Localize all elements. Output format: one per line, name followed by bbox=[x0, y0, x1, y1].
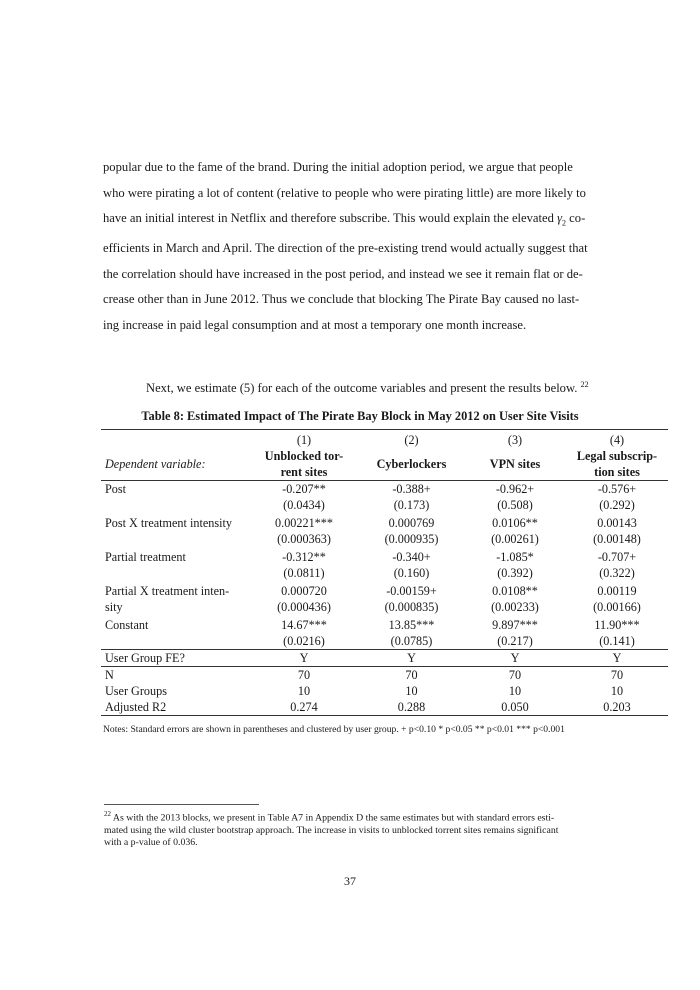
se-row bbox=[101, 497, 668, 513]
row-label bbox=[101, 633, 249, 650]
footnote-line: with a p-value of 0.036. bbox=[104, 837, 198, 849]
se-cell: (0.000835) bbox=[384, 600, 439, 614]
row-label: Constant bbox=[105, 618, 149, 632]
text-line: efficients in March and April. The direction of the pre-existing trend would actually suggest that bbox=[103, 241, 588, 256]
column-header bbox=[249, 448, 359, 481]
coef-row bbox=[101, 615, 668, 633]
column-header bbox=[566, 448, 668, 481]
regression-table bbox=[101, 429, 668, 716]
text-line: the correlation should have increased in the post period, and instead we see it remain flat or de- bbox=[103, 266, 583, 281]
coef-cell: 9.897*** bbox=[492, 618, 538, 632]
se-cell: (0.0785) bbox=[359, 633, 464, 650]
stat-cell: 70 bbox=[297, 668, 311, 682]
coef-cell: 13.85*** bbox=[388, 618, 435, 632]
se-cell: (0.000935) bbox=[384, 532, 439, 546]
body-paragraph bbox=[103, 155, 603, 339]
se-cell: (0.00233) bbox=[491, 600, 539, 614]
se-cell: (0.0811) bbox=[283, 566, 325, 580]
se-cell: (0.00166) bbox=[593, 600, 641, 614]
coef-cell: -0.388+ bbox=[392, 482, 431, 496]
coef-cell: 0.00143 bbox=[597, 516, 637, 530]
footnote bbox=[104, 808, 614, 849]
stat-cell: 10 bbox=[297, 684, 311, 698]
header-line: Legal subscrip- bbox=[576, 449, 658, 463]
stat-row bbox=[101, 667, 668, 684]
text-line: crease other than in June 2012. Thus we conclude that blocking The Pirate Bay caused no last- bbox=[103, 292, 580, 307]
coef-cell: -0.576+ bbox=[597, 482, 637, 496]
row-label: User Group FE? bbox=[101, 650, 249, 667]
fe-cell: Y bbox=[566, 650, 668, 667]
footnote-number: 22 bbox=[104, 810, 111, 818]
text-line: who were pirating a lot of content (relative to people who were pirating little) are more likely to bbox=[103, 185, 586, 200]
se-cell: (0.141) bbox=[566, 633, 668, 650]
se-cell: (0.000363) bbox=[277, 532, 331, 546]
fe-cell: Y bbox=[464, 650, 566, 667]
stat-cell: 10 bbox=[405, 684, 418, 698]
gamma-subscript: 2 bbox=[562, 218, 567, 228]
se-row bbox=[101, 599, 668, 615]
fe-cell: Y bbox=[359, 650, 464, 667]
se-row bbox=[101, 633, 668, 650]
coef-cell: -0.207** bbox=[282, 482, 326, 496]
text-segment: have an initial interest in Netflix and therefore subscribe. This would explain the elevated bbox=[103, 211, 554, 226]
coef-cell: 11.90*** bbox=[594, 618, 640, 632]
row-label: Partial treatment bbox=[105, 550, 186, 564]
row-label bbox=[101, 565, 249, 581]
se-cell: (0.0434) bbox=[283, 498, 325, 512]
column-header bbox=[359, 448, 464, 481]
row-label bbox=[101, 497, 249, 513]
coef-cell: 0.00221*** bbox=[275, 516, 333, 530]
se-cell: (0.217) bbox=[464, 633, 566, 650]
page-number: 37 bbox=[344, 874, 356, 888]
coef-row bbox=[101, 513, 668, 531]
body-paragraph-2 bbox=[146, 372, 606, 402]
blank-cell bbox=[101, 430, 249, 449]
stat-cell: 10 bbox=[508, 684, 522, 698]
coef-cell: 0.0108** bbox=[492, 584, 538, 598]
column-number-row bbox=[101, 430, 668, 449]
se-cell: (0.00148) bbox=[593, 532, 641, 546]
row-label: Adjusted R2 bbox=[101, 699, 249, 716]
table-notes: Notes: Standard errors are shown in parentheses and clustered by user group. + p<0.10 * p<0.05 ** p<0.01 *** p<0.001 bbox=[103, 724, 565, 735]
se-cell: (0.0216) bbox=[249, 633, 359, 650]
header-line: Cyberlockers bbox=[376, 457, 447, 471]
coef-row bbox=[101, 481, 668, 498]
header-line: Unblocked tor- bbox=[264, 449, 344, 463]
footnote-line: mated using the wild cluster bootstrap approach. The increase in visits to unblocked torrent sites remains significant bbox=[104, 824, 559, 836]
coef-cell: 14.67*** bbox=[281, 618, 327, 632]
stat-cell: 70 bbox=[508, 668, 522, 682]
text-line: popular due to the fame of the brand. During the initial adoption period, we argue that people bbox=[103, 160, 573, 174]
stat-cell: 0.274 bbox=[249, 699, 359, 716]
stat-row bbox=[101, 683, 668, 699]
header-line: VPN sites bbox=[489, 457, 541, 471]
stat-cell: 70 bbox=[405, 668, 418, 682]
se-row bbox=[101, 565, 668, 581]
column-header bbox=[464, 448, 566, 481]
footnote-text: As with the 2013 blocks, we present in Table A7 in Appendix D the same estimates but with standard errors esti- bbox=[112, 812, 555, 824]
coef-cell: 0.0106** bbox=[492, 516, 538, 530]
se-cell: (0.292) bbox=[599, 498, 635, 512]
text-segment: co- bbox=[566, 211, 586, 226]
text-line bbox=[146, 372, 606, 402]
row-label: Post bbox=[105, 482, 127, 496]
coef-cell: -0.312** bbox=[282, 550, 326, 564]
coef-cell: 0.000769 bbox=[388, 516, 435, 530]
fe-cell: Y bbox=[249, 650, 359, 667]
coef-cell: 0.000720 bbox=[281, 584, 327, 598]
table-title: Table 8: Estimated Impact of The Pirate Bay Block in May 2012 on User Site Visits bbox=[141, 409, 579, 423]
text-line: ing increase in paid legal consumption and at most a temporary one month increase. bbox=[103, 318, 527, 333]
stat-cell: 70 bbox=[610, 668, 624, 682]
coef-cell: -0.962+ bbox=[495, 482, 535, 496]
se-cell: (0.160) bbox=[393, 566, 430, 580]
stat-row bbox=[101, 699, 668, 716]
gamma-symbol: γ bbox=[557, 211, 563, 226]
se-cell: (0.173) bbox=[393, 498, 430, 512]
se-cell: (0.00261) bbox=[491, 532, 539, 546]
footnote-ref[interactable]: 22 bbox=[580, 380, 589, 389]
text-segment: Next, we estimate (5) for each of the outcome variables and present the results below. bbox=[146, 381, 578, 396]
row-label: Partial X treatment inten- bbox=[105, 584, 230, 598]
coef-cell: -1.085* bbox=[496, 550, 534, 564]
se-row bbox=[101, 531, 668, 547]
coef-cell: -0.00159+ bbox=[386, 584, 437, 598]
column-number: (3) bbox=[507, 433, 523, 447]
footnote-divider bbox=[104, 804, 259, 805]
header-line: rent sites bbox=[280, 465, 328, 479]
column-number: (4) bbox=[609, 433, 625, 447]
footnote-line bbox=[104, 808, 614, 825]
fe-row bbox=[101, 650, 668, 667]
stat-cell: 0.203 bbox=[566, 699, 668, 716]
stat-cell: 0.288 bbox=[359, 699, 464, 716]
text-line bbox=[103, 206, 603, 236]
coef-row bbox=[101, 581, 668, 599]
se-cell: (0.392) bbox=[497, 566, 533, 580]
coef-row bbox=[101, 547, 668, 565]
header-line: tion sites bbox=[594, 465, 640, 479]
coef-cell: -0.707+ bbox=[597, 550, 637, 564]
se-cell: (0.000436) bbox=[277, 600, 331, 614]
se-cell: (0.508) bbox=[497, 498, 533, 512]
header-row bbox=[101, 448, 668, 481]
coef-cell: -0.340+ bbox=[392, 550, 431, 564]
row-label bbox=[101, 531, 249, 547]
column-number: (1) bbox=[296, 433, 312, 447]
column-number: (2) bbox=[404, 433, 419, 447]
se-cell: (0.322) bbox=[599, 566, 635, 580]
row-label: N bbox=[105, 668, 114, 682]
dependent-variable-label: Dependent variable: bbox=[101, 448, 249, 481]
stat-cell: 10 bbox=[610, 684, 624, 698]
row-label: User Groups bbox=[105, 684, 167, 698]
stat-cell: 0.050 bbox=[464, 699, 566, 716]
coef-cell: 0.00119 bbox=[597, 584, 637, 598]
row-label: Post X treatment intensity bbox=[105, 516, 232, 530]
row-label-continued: sity bbox=[105, 600, 123, 614]
